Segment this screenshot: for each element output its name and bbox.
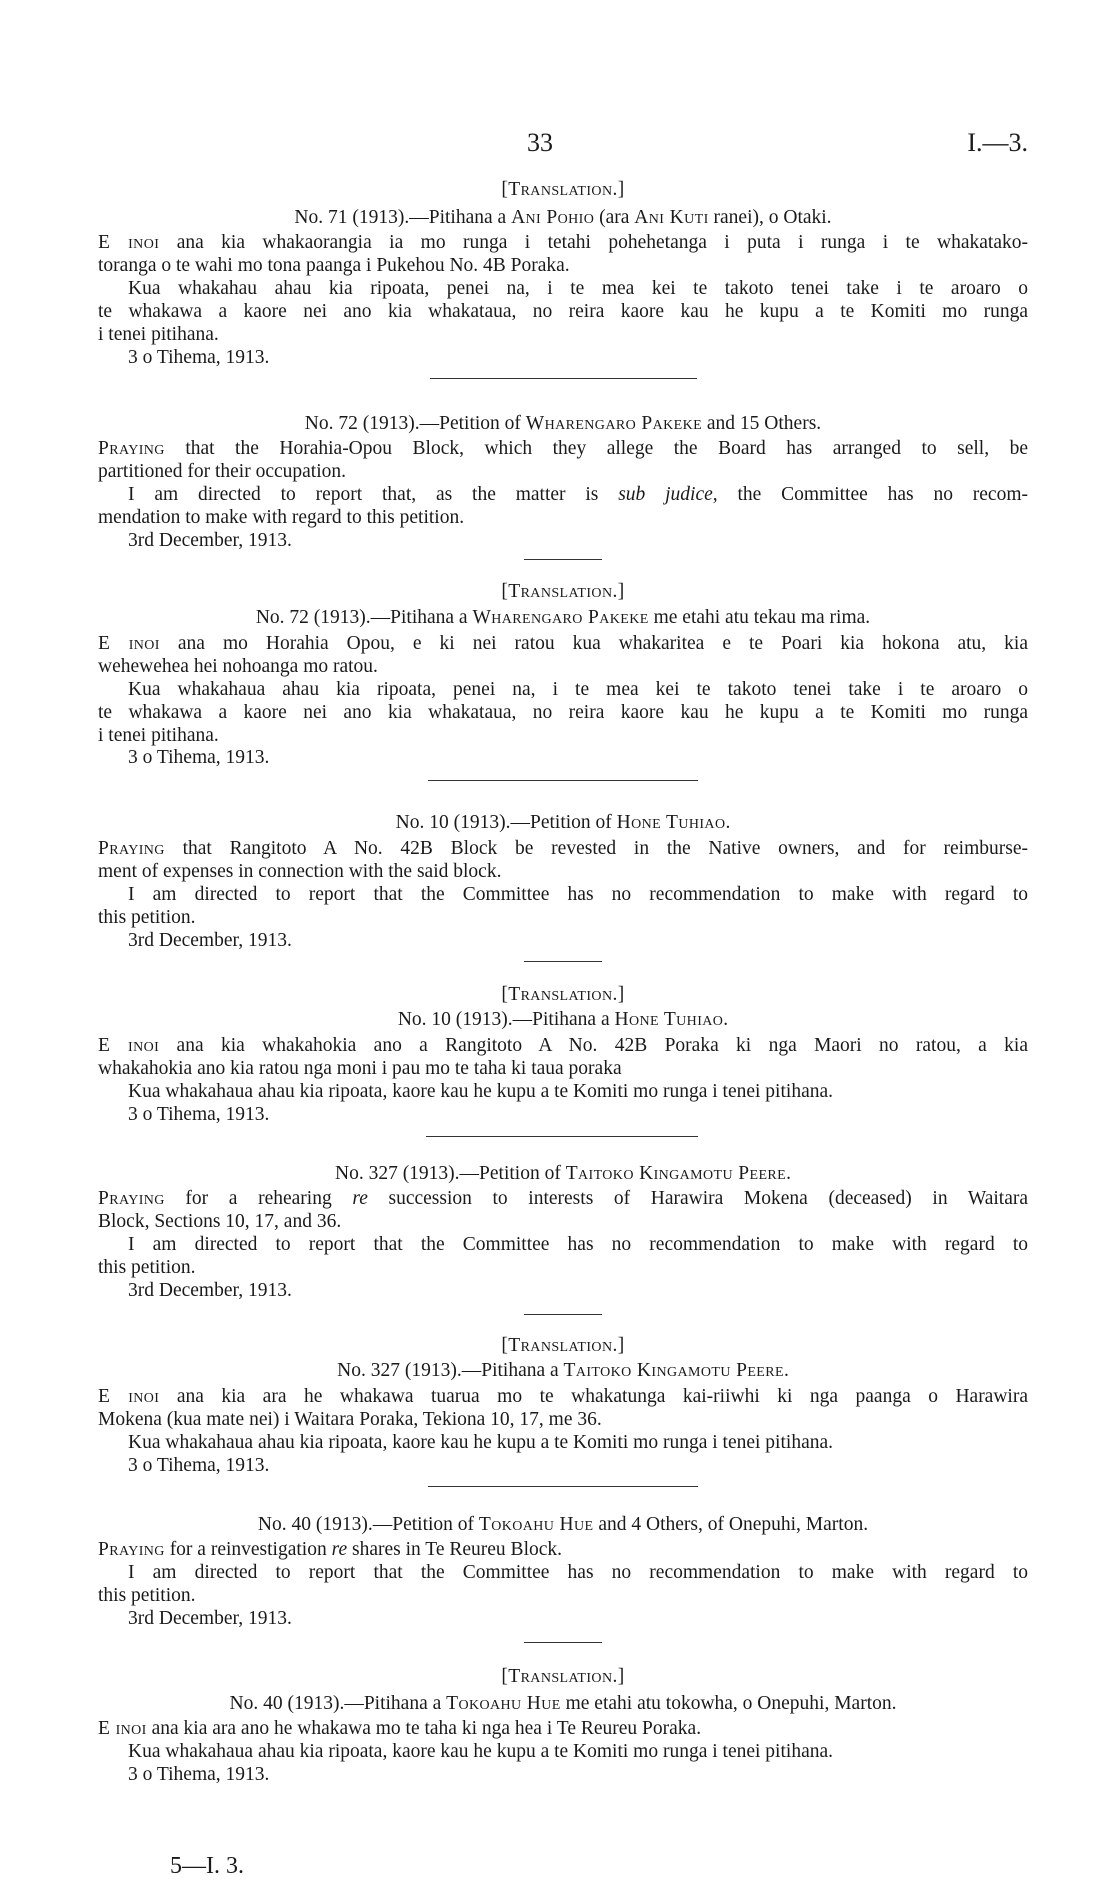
entry-heading: No. 327 (1913).—Petition of Taitoko Kingamotu Peere. bbox=[334, 1163, 791, 1184]
translation-label: [Translation.] bbox=[501, 984, 625, 1005]
entry-report: Kua whakahau ahau kia ripoata, penei na, i te mea kei te takoto tenei take i te aroaro o te whakawa a kaore nei ano kia whakataua, no reira kaore kau he kupu a te Komiti mo runga i tenei pitihana. bbox=[98, 278, 1028, 345]
petitioner-name: Tokoahu Hue bbox=[478, 1514, 594, 1535]
entry-date: 3 o Tihema, 1913. bbox=[128, 1455, 270, 1476]
short-divider bbox=[524, 1314, 602, 1315]
petitioner-name: Hone Tuhiao bbox=[616, 812, 726, 833]
entry-date: 3 o Tihema, 1913. bbox=[128, 1764, 270, 1785]
section-divider bbox=[428, 780, 698, 781]
entry-date: 3rd December, 1913. bbox=[128, 530, 292, 551]
petitioner-name: Wharengaro Pakeke bbox=[525, 413, 703, 434]
entry-date: 3 o Tihema, 1913. bbox=[128, 347, 270, 368]
petitioner-name: Hone Tuhiao bbox=[614, 1009, 724, 1030]
entry-body: E inoi ana kia ara ano he whakawa mo te taha ki nga hea i Te Reureu Poraka. bbox=[98, 1718, 702, 1739]
entry-body: E inoi ana kia whakaorangia ia mo runga i tetahi pohehetanga i puta i runga i te whakatako- toranga o te wahi mo tona paanga i Pukehou No. 4B Poraka. bbox=[98, 232, 1029, 276]
petitioner-name: Tokoahu Hue bbox=[446, 1693, 561, 1714]
entry-date: 3 o Tihema, 1913. bbox=[128, 1104, 270, 1125]
entry-report: Kua whakahaua ahau kia ripoata, kaore kau he kupu a te Komiti mo runga i tenei pitihana. bbox=[128, 1432, 833, 1453]
entry-report: Kua whakahaua ahau kia ripoata, penei na, i te mea kei te takoto tenei take i te aroaro o te whakawa a kaore nei ano kia whakataua, no reira kaore kau he kupu a te Komiti mo runga i tenei pitihana. bbox=[98, 679, 1028, 746]
entry-date: 3rd December, 1913. bbox=[128, 930, 292, 951]
document-reference: I.—3. bbox=[967, 128, 1028, 157]
entry-report: I am directed to report that the Committee has no recommendation to make with regard to this petition. bbox=[98, 1234, 1028, 1278]
entry-report: I am directed to report that the Committee has no recommendation to make with regard to this petition. bbox=[98, 1562, 1028, 1606]
short-divider bbox=[524, 559, 602, 560]
short-divider bbox=[524, 961, 602, 962]
petitioner-name: Taitoko Kingamotu Peere bbox=[563, 1360, 784, 1381]
section-divider bbox=[430, 378, 697, 379]
entry-body: E inoi ana mo Horahia Opou, e ki nei ratou kua whakaritea e te Poari kia hokona atu, kia wehewehea hei nohoanga mo ratou. bbox=[98, 633, 1029, 677]
entry-heading: No. 40 (1913).—Pitihana a Tokoahu Hue me etahi atu tokowha, o Onepuhi, Marton. bbox=[229, 1693, 897, 1714]
short-divider bbox=[524, 1642, 602, 1643]
entry-heading: No. 40 (1913).—Petition of Tokoahu Hue and 4 Others, of Onepuhi, Marton. bbox=[257, 1514, 869, 1535]
entry-heading: No. 10 (1913).—Pitihana a Hone Tuhiao. bbox=[397, 1009, 729, 1030]
petitioner-name: Ani Pohio bbox=[511, 207, 595, 228]
entry-report: I am directed to report that the Committee has no recommendation to make with regard to this petition. bbox=[98, 884, 1028, 928]
printer-signature: 5—I. 3. bbox=[170, 1853, 244, 1879]
entry-date: 3rd December, 1913. bbox=[128, 1608, 292, 1629]
entry-report: Kua whakahaua ahau kia ripoata, kaore kau he kupu a te Komiti mo runga i tenei pitihana. bbox=[128, 1741, 833, 1762]
entry-heading: No. 10 (1913).—Petition of Hone Tuhiao. bbox=[395, 812, 731, 833]
entry-body: E inoi ana kia whakahokia ano a Rangitoto A No. 42B Poraka ki nga Maori no ratou, a kia whakahokia ano kia ratou nga moni i pau mo te taha ki taua poraka bbox=[98, 1035, 1029, 1079]
entry-body: Praying that the Horahia-Opou Block, which they allege the Board has arranged to sell, be partitioned for their occupation. bbox=[98, 438, 1028, 482]
page-number: 33 bbox=[527, 128, 553, 157]
translation-label: [Translation.] bbox=[501, 1666, 625, 1687]
entry-heading: No. 72 (1913).—Petition of Wharengaro Pakeke and 15 Others. bbox=[304, 413, 822, 434]
entry-heading: No. 327 (1913).—Pitihana a Taitoko Kingamotu Peere. bbox=[337, 1360, 789, 1381]
entry-body: Praying that Rangitoto A No. 42B Block be revested in the Native owners, and for reimburse- ment of expenses in connection with the said block. bbox=[98, 838, 1028, 882]
section-divider bbox=[426, 1136, 698, 1137]
entry-report: Kua whakahaua ahau kia ripoata, kaore kau he kupu a te Komiti mo runga i tenei pitihana. bbox=[128, 1081, 833, 1102]
section-divider bbox=[428, 1486, 698, 1487]
petitioner-name: Taitoko Kingamotu Peere bbox=[565, 1163, 787, 1184]
petitioner-alias: Ani Kuti bbox=[634, 207, 709, 228]
translation-label: [Translation.] bbox=[501, 179, 625, 200]
translation-label: [Translation.] bbox=[501, 581, 625, 602]
entry-body: Praying for a reinvestigation re shares in Te Reureu Block. bbox=[98, 1539, 563, 1560]
entry-date: 3rd December, 1913. bbox=[128, 1280, 292, 1301]
entry-body: E inoi ana kia ara he whakawa tuarua mo te whakatunga kai-riiwhi ki nga paanga o Harawira Mokena (kua mate nei) i Waitara Poraka, Tekiona 10, 17, me 36. bbox=[98, 1386, 1028, 1430]
entry-heading: No. 72 (1913).—Pitihana a Wharengaro Pakeke me etahi atu tekau ma rima. bbox=[255, 607, 871, 628]
entry-body: Praying for a rehearing re succession to interests of Harawira Mokena (deceased) in Waitara Block, Sections 10, 17, and 36. bbox=[98, 1188, 1028, 1232]
entry-date: 3 o Tihema, 1913. bbox=[128, 747, 270, 768]
entry-heading: No. 71 (1913).—Pitihana a Ani Pohio (ara Ani Kuti ranei), o Otaki. bbox=[294, 207, 832, 228]
translation-label: [Translation.] bbox=[501, 1335, 625, 1356]
petitioner-name: Wharengaro Pakeke bbox=[472, 607, 649, 628]
entry-report: I am directed to report that, as the matter is sub judice, the Committee has no recom- mendation to make with regard to this petition. bbox=[98, 484, 1029, 528]
